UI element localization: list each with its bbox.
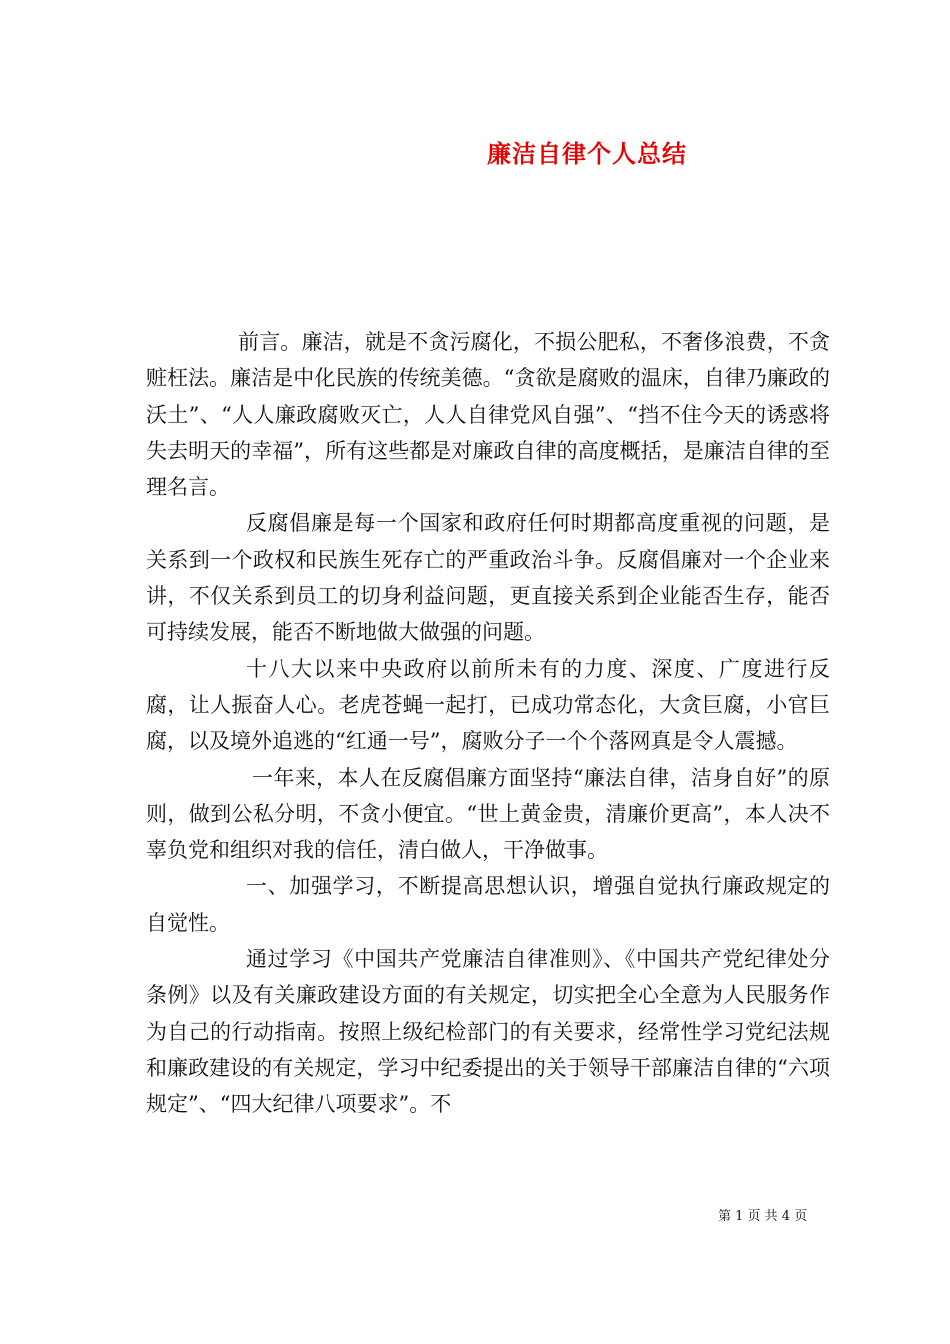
document-title: 廉洁自律个人总结 xyxy=(487,139,687,168)
paragraph-year-summary: 一年来，本人在反腐倡廉方面坚持“廉法自律，洁身自好”的原则，做到公私分明，不贪小便宜。“世上黄金贵，清廉价更高”，本人决不辜负党和组织对我的信任，清白做人，干净做事。 xyxy=(146,765,830,863)
paragraph-eighteenth-congress: 十八大以来中央政府以前所未有的力度、深度、广度进行反腐，让人振奋人心。老虎苍蝇一起打，已成功常态化，大贪巨腐，小官巨腐，以及境外追逃的“红通一号”，腐败分子一个个落网真是令人震撼。 xyxy=(146,656,830,754)
paragraph-study: 通过学习《中国共产党廉洁自律准则》、《中国共产党纪律处分条例》以及有关廉政建设方面的有关规定，切实把全心全意为人民服务作为自己的行动指南。按照上级纪检部门的有关要求，经常性学习党纪法规和廉政建设的有关规定，学习中纪委提出的关于领导干部廉洁自律的“六项规定”、“四大纪律八项要求”。不 xyxy=(146,947,830,1117)
paragraph-preface: 前言。廉洁，就是不贪污腐化，不损公肥私，不奢侈浪费，不贪赃枉法。廉洁是中化民族的传统美德。“贪欲是腐败的温床，自律乃廉政的沃土”、“人人廉政腐败灭亡，人人自律党风自强”、“挡不住今天的诱惑将失去明天的幸福”，所有这些都是对廉政自律的高度概括，是廉洁自律的至理名言。 xyxy=(146,330,830,500)
document-body xyxy=(146,324,830,1123)
paragraph-section-one-heading: 一、加强学习，不断提高思想认识，增强自觉执行廉政规定的自觉性。 xyxy=(146,874,830,935)
page-number: 第 1 页 共 4 页 xyxy=(718,1209,808,1224)
paragraph-anti-corruption: 反腐倡廉是每一个国家和政府任何时期都高度重视的问题，是关系到一个政权和民族生死存亡的严重政治斗争。反腐倡廉对一个企业来讲，不仅关系到员工的切身利益问题，更直接关系到企业能否生存，能否可持续发展，能否不断地做大做强的问题。 xyxy=(146,511,830,645)
